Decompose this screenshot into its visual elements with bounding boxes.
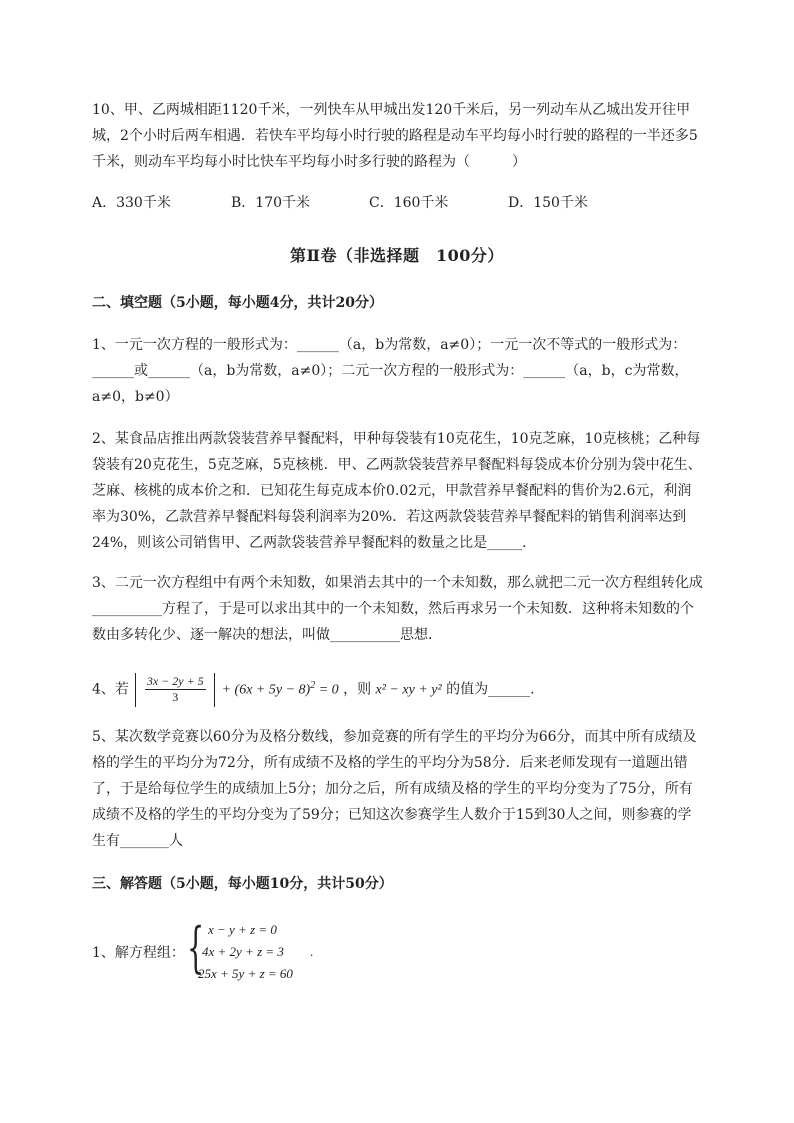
q4-middle-term: + (6x + 5y − 8) xyxy=(221,682,311,698)
solve-heading: 三、解答题（5小题，每小题10分，共计50分） xyxy=(92,876,393,892)
q4-comma: ，则 xyxy=(343,681,372,698)
fill-question-2-line: 24%，则该公司销售甲、乙两款袋装营养早餐配料的数量之比是_____． xyxy=(92,535,537,551)
fill-question-2-line: 2、某食品店推出两款袋装营养早餐配料，甲种每袋装有10克花生，10克芝麻，10克核桃；乙种每 xyxy=(92,431,701,447)
fill-question-2 xyxy=(92,426,742,556)
fill-question-1-line: ______或______（a，b为常数，a≠0）；二元一次方程的一般形式为：______（a，b，c为常数， xyxy=(92,363,689,379)
q4-exponent: 2 xyxy=(310,680,316,691)
fill-question-1-line: 1、一元一次方程的一般形式为：______（a，b为常数，a≠0）；一元一次不等式的一般形式为： xyxy=(92,337,687,353)
fill-blank-heading: 二、填空题（5小题，每小题4分，共计20分） xyxy=(92,295,383,311)
option-c: C．160千米 xyxy=(369,195,449,211)
fill-question-3 xyxy=(92,570,742,648)
equation-1: x − y + z = 0 xyxy=(208,922,277,937)
equation-3: 25x + 5y + z = 60 xyxy=(198,966,293,981)
fill-question-1 xyxy=(92,332,742,410)
q4-fraction-numerator: 3x − 2y + 5 xyxy=(146,674,204,689)
solve-question-1-label: 1、解方程组： xyxy=(92,945,185,961)
abs-bar-left xyxy=(135,673,136,707)
q4-fraction xyxy=(145,674,206,705)
fill-question-5-line: 生有_______人 xyxy=(92,833,183,849)
q4-equals-zero: = 0 xyxy=(315,682,339,698)
question-10 xyxy=(92,97,742,175)
q4-suffix: 的值为______. xyxy=(446,681,535,698)
option-b: B．170千米 xyxy=(231,195,311,211)
system-period: . xyxy=(310,944,314,959)
question-10-line: 千米，则动车平均每小时比快车平均每小时多行驶的路程为（ ） xyxy=(92,154,526,170)
fill-question-3-line: __________方程了，于是可以求出其中的一个未知数，然后再求另一个未知数．这种将未知数的个 xyxy=(92,601,694,617)
fill-question-5-line: 成绩不及格的学生的平均分变为了59分；已知这次参赛学生人数介于15到30人之间，则参赛的学 xyxy=(92,807,692,823)
fill-question-3-line: 数由多转化少、逐一解决的想法，叫做__________思想． xyxy=(92,627,442,643)
q4-fraction-denominator: 3 xyxy=(172,690,179,705)
abs-bar-right xyxy=(214,673,215,707)
question-10-line: 城，2个小时后两车相遇．若快车平均每小时行驶的路程是动车平均每小时行驶的路程的一半还多5 xyxy=(92,128,698,144)
question-10-line: 10、甲、乙两城相距1120千米，一列快车从甲城出发120千米后，另一列动车从乙城出发开往甲 xyxy=(92,102,691,118)
brace-icon: { xyxy=(187,916,205,979)
fill-question-1-line: a≠0，b≠0） xyxy=(92,389,179,405)
fill-question-3-line: 3、二元一次方程组中有两个未知数，如果消去其中的一个未知数，那么就把二元一次方程组转化成 xyxy=(92,575,703,591)
fill-question-5-line: 格的学生的平均分为72分，所有成绩不及格的学生的平均分为58分．后来老师发现有一道题出错 xyxy=(92,755,688,771)
q4-expression: x² − xy + y² xyxy=(375,682,442,698)
fill-question-4 xyxy=(92,668,742,709)
fill-question-2-line: 袋装有20克花生，5克芝麻，5克核桃．甲、乙两款袋装营养早餐配料每袋成本价分别为袋中花生、 xyxy=(92,457,702,473)
fill-question-5 xyxy=(92,724,742,854)
option-a: A．330千米 xyxy=(92,195,171,211)
fill-question-2-line: 率为30%，乙款营养早餐配料每袋利润率为20%．若这两款袋装营养早餐配料的销售利润率达到 xyxy=(92,509,687,525)
fill-question-2-line: 芝麻、核桃的成本价之和．已知花生每克成本价0.02元，甲款营养早餐配料的售价为2.6元，利润 xyxy=(92,483,692,499)
equation-2: 4x + 2y + z = 3 xyxy=(202,944,284,959)
option-d: D．150千米 xyxy=(508,195,588,211)
section-2-title: 第Ⅱ卷（非选择题 100分） xyxy=(290,246,504,265)
fill-question-5-line: 了，于是给每位学生的成绩加上5分；加分之后，所有成绩及格的学生的平均分变为了75分，所有 xyxy=(92,781,693,797)
q4-prefix: 4、若 xyxy=(92,681,129,698)
fill-question-5-line: 5、某次数学竞赛以60分为及格分数线，参加竞赛的所有学生的平均分为66分，而其中所有成绩及 xyxy=(92,729,697,745)
